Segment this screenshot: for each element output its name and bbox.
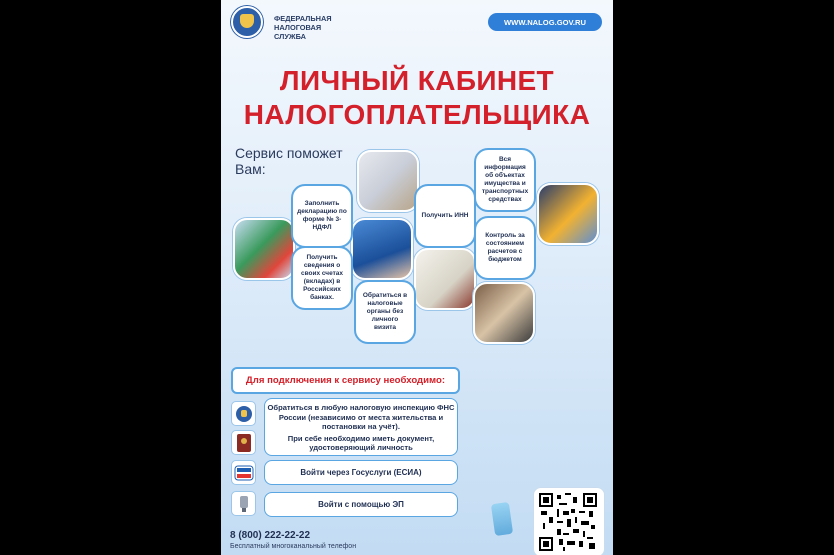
services-intro: Сервис поможет Вам:: [235, 145, 343, 177]
website-link[interactable]: WWW.NALOG.GOV.RU: [488, 13, 602, 31]
buildings-photo: [233, 218, 295, 280]
gosuslugi-login-button[interactable]: Войти через Госуслуги (ЕСИА): [264, 460, 458, 485]
smartphone-photo: [351, 218, 413, 280]
service-property-info: Вся информация об объектах имущества и транспортных средствах: [474, 148, 536, 212]
fns-emblem-icon: [231, 6, 263, 38]
visit-office-text: Обратиться в любую налоговую инспекцию ФНС России (независимо от места жительства и постановки на учёт).: [267, 403, 455, 431]
service-accounts: Получить сведения о своих счетах (вкладах) в Российских банках.: [291, 246, 353, 310]
passport-icon: [231, 430, 256, 455]
electronic-signature-icon: [231, 491, 256, 516]
qr-code[interactable]: [533, 487, 605, 555]
org-name: ФЕДЕРАЛЬНАЯ НАЛОГОВАЯ СЛУЖБА: [274, 14, 332, 41]
service-budget-control: Контроль за состоянием расчетов с бюджетом: [474, 216, 536, 280]
service-3ndfl: Заполнить декларацию по форме № 3-НДФЛ: [291, 184, 353, 248]
documents-photo: [357, 150, 419, 212]
certificate-photo: [414, 248, 476, 310]
service-remote-appeal: Обратиться в налоговые органы без личного визита: [354, 280, 416, 344]
hotline-note: Бесплатный многоканальный телефон: [230, 543, 357, 550]
hotline-phone: 8 (800) 222-22-22: [230, 530, 311, 541]
page-title-line2: НАЛОГОПЛАТЕЛЬЩИКА: [243, 99, 591, 130]
id-document-text: При себе необходимо иметь документ, удостоверяющий личность: [287, 433, 435, 452]
fns-emblem-small-icon: [231, 401, 256, 426]
qr-code-icon: [539, 493, 597, 551]
service-inn: Получить ИНН: [414, 184, 476, 248]
requirements-heading: Для подключения к сервису необходимо:: [231, 367, 460, 394]
gosuslugi-icon: [231, 460, 256, 485]
ep-login-button[interactable]: Войти с помощью ЭП: [264, 492, 458, 517]
visit-office-info: [264, 398, 458, 456]
house-car-photo: [537, 183, 599, 245]
calculator-money-photo: [473, 282, 535, 344]
page-title-line1: ЛИЧНЫЙ КАБИНЕТ: [279, 65, 555, 96]
phone-illustration-icon: [491, 502, 513, 536]
poster: [221, 0, 613, 555]
